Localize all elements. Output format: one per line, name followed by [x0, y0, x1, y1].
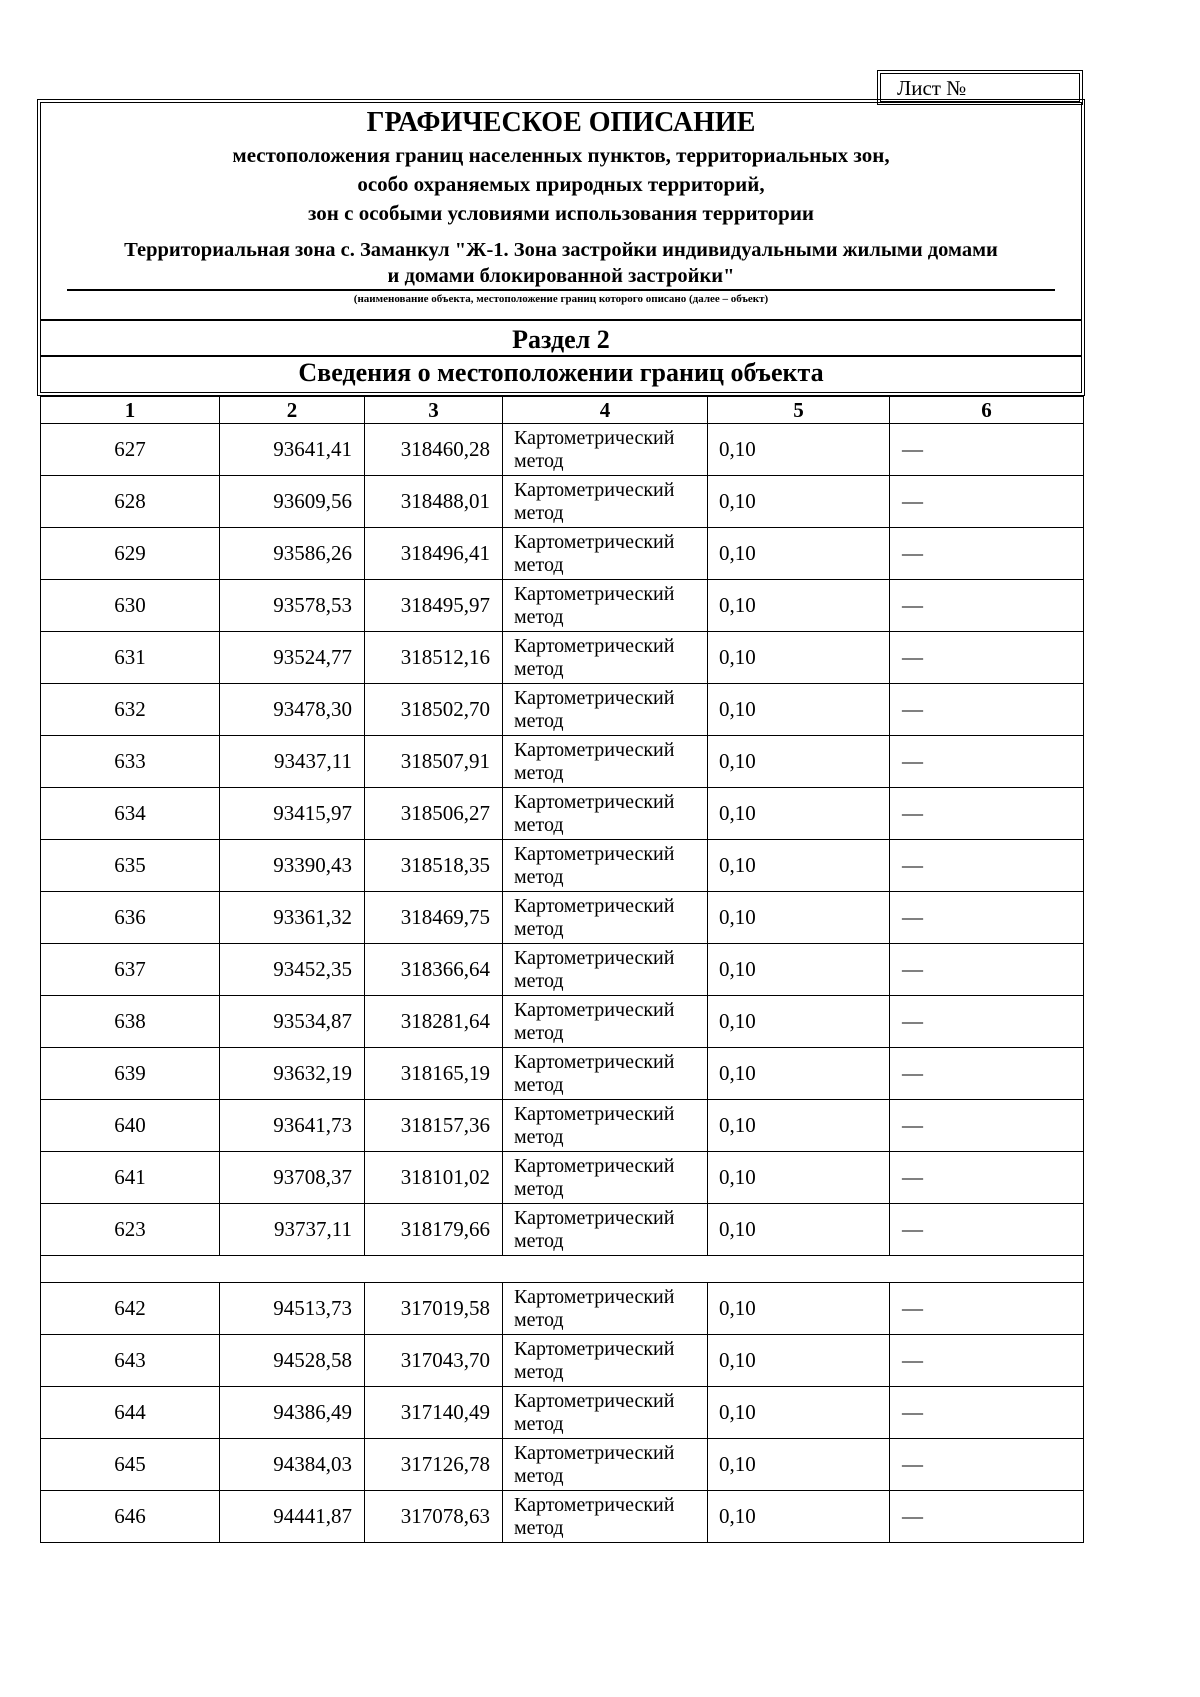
x-coordinate-cell: 94441,87	[220, 1491, 365, 1543]
table-row	[41, 632, 1084, 684]
note-cell: —	[890, 1204, 1084, 1256]
point-number-cell: 638	[41, 996, 220, 1048]
y-coordinate-cell: 317078,63	[365, 1491, 503, 1543]
method-cell: Картометрический метод	[503, 944, 708, 996]
x-coordinate-cell: 93578,53	[220, 580, 365, 632]
y-coordinate-cell: 318507,91	[365, 736, 503, 788]
point-number-cell: 636	[41, 892, 220, 944]
method-cell: Картометрический метод	[503, 788, 708, 840]
note-cell: —	[890, 1387, 1084, 1439]
zone-underline	[67, 289, 1055, 291]
method-cell: Картометрический метод	[503, 1100, 708, 1152]
x-coordinate-cell: 93437,11	[220, 736, 365, 788]
y-coordinate-cell: 318157,36	[365, 1100, 503, 1152]
x-coordinate-cell: 93478,30	[220, 684, 365, 736]
method-cell: Картометрический метод	[503, 1387, 708, 1439]
y-coordinate-cell: 318281,64	[365, 996, 503, 1048]
note-cell: —	[890, 788, 1084, 840]
method-cell: Картометрический метод	[503, 736, 708, 788]
accuracy-cell: 0,10	[708, 840, 890, 892]
table-gap-row	[41, 1256, 1084, 1283]
method-cell: Картометрический метод	[503, 528, 708, 580]
y-coordinate-cell: 318502,70	[365, 684, 503, 736]
point-number-cell: 634	[41, 788, 220, 840]
x-coordinate-cell: 94513,73	[220, 1283, 365, 1335]
point-number-cell: 631	[41, 632, 220, 684]
method-cell: Картометрический метод	[503, 684, 708, 736]
method-cell: Картометрический метод	[503, 1335, 708, 1387]
accuracy-cell: 0,10	[708, 528, 890, 580]
subtitle-line: особо охраняемых природных территорий,	[357, 172, 765, 196]
column-header: 5	[708, 397, 890, 424]
y-coordinate-cell: 317043,70	[365, 1335, 503, 1387]
point-number-cell: 643	[41, 1335, 220, 1387]
accuracy-cell: 0,10	[708, 424, 890, 476]
zone-caption: (наименование объекта, местоположение границ которого описано (далее – объект)	[353, 293, 769, 305]
table-row	[41, 476, 1084, 528]
table-row	[41, 1439, 1084, 1491]
method-cell: Картометрический метод	[503, 1152, 708, 1204]
x-coordinate-cell: 93632,19	[220, 1048, 365, 1100]
subtitle-line: зон с особыми условиями использования территории	[307, 201, 815, 225]
section-title: Раздел 2	[512, 325, 610, 354]
point-number-cell: 633	[41, 736, 220, 788]
table-body-part-2	[41, 1283, 1084, 1543]
accuracy-cell: 0,10	[708, 1100, 890, 1152]
x-coordinate-cell: 94386,49	[220, 1387, 365, 1439]
y-coordinate-cell: 317126,78	[365, 1439, 503, 1491]
document-title: ГРАФИЧЕСКОЕ ОПИСАНИЕ	[366, 107, 756, 138]
point-number-cell: 646	[41, 1491, 220, 1543]
document-subtitle	[41, 141, 1081, 228]
y-coordinate-cell: 318460,28	[365, 424, 503, 476]
note-cell: —	[890, 1048, 1084, 1100]
accuracy-cell: 0,10	[708, 788, 890, 840]
accuracy-cell: 0,10	[708, 1491, 890, 1543]
y-coordinate-cell: 317019,58	[365, 1283, 503, 1335]
sheet-number-label: Лист №	[897, 76, 967, 100]
table-row	[41, 1204, 1084, 1256]
accuracy-cell: 0,10	[708, 1204, 890, 1256]
x-coordinate-cell: 93708,37	[220, 1152, 365, 1204]
x-coordinate-cell: 94528,58	[220, 1335, 365, 1387]
accuracy-cell: 0,10	[708, 632, 890, 684]
accuracy-cell: 0,10	[708, 476, 890, 528]
note-cell: —	[890, 1100, 1084, 1152]
accuracy-cell: 0,10	[708, 736, 890, 788]
table-row	[41, 1283, 1084, 1335]
note-cell: —	[890, 996, 1084, 1048]
note-cell: —	[890, 528, 1084, 580]
accuracy-cell: 0,10	[708, 1152, 890, 1204]
table-row	[41, 424, 1084, 476]
method-cell: Картометрический метод	[503, 632, 708, 684]
point-number-cell: 637	[41, 944, 220, 996]
zone-name-line: Территориальная зона с. Заманкул "Ж-1. Зона застройки индивидуальными жилыми домами	[124, 239, 998, 261]
accuracy-cell: 0,10	[708, 580, 890, 632]
point-number-cell: 629	[41, 528, 220, 580]
table-row	[41, 996, 1084, 1048]
y-coordinate-cell: 318488,01	[365, 476, 503, 528]
y-coordinate-cell: 318366,64	[365, 944, 503, 996]
point-number-cell: 639	[41, 1048, 220, 1100]
x-coordinate-cell: 93641,73	[220, 1100, 365, 1152]
accuracy-cell: 0,10	[708, 944, 890, 996]
accuracy-cell: 0,10	[708, 1283, 890, 1335]
method-cell: Картометрический метод	[503, 996, 708, 1048]
point-number-cell: 632	[41, 684, 220, 736]
column-header: 1	[41, 397, 220, 424]
point-number-cell: 642	[41, 1283, 220, 1335]
y-coordinate-cell: 318512,16	[365, 632, 503, 684]
x-coordinate-cell: 93586,26	[220, 528, 365, 580]
note-cell: —	[890, 944, 1084, 996]
table-gap	[41, 1256, 1084, 1283]
x-coordinate-cell: 93415,97	[220, 788, 365, 840]
method-cell: Картометрический метод	[503, 476, 708, 528]
point-number-cell: 635	[41, 840, 220, 892]
x-coordinate-cell: 93737,11	[220, 1204, 365, 1256]
accuracy-cell: 0,10	[708, 996, 890, 1048]
title-block	[40, 102, 1082, 393]
gap-cell	[41, 1256, 1084, 1283]
x-coordinate-cell: 93609,56	[220, 476, 365, 528]
table-row	[41, 1335, 1084, 1387]
note-cell: —	[890, 1335, 1084, 1387]
note-cell: —	[890, 684, 1084, 736]
table-body-part-1	[41, 424, 1084, 1256]
table-header-row	[41, 397, 1084, 424]
x-coordinate-cell: 93452,35	[220, 944, 365, 996]
divider	[41, 355, 1081, 357]
table-row	[41, 580, 1084, 632]
note-cell: —	[890, 476, 1084, 528]
column-header: 2	[220, 397, 365, 424]
table-row	[41, 684, 1084, 736]
table-row	[41, 944, 1084, 996]
note-cell: —	[890, 580, 1084, 632]
subtitle-line: местоположения границ населенных пунктов, территориальных зон,	[232, 143, 890, 167]
column-header: 4	[503, 397, 708, 424]
y-coordinate-cell: 317140,49	[365, 1387, 503, 1439]
y-coordinate-cell: 318101,02	[365, 1152, 503, 1204]
note-cell: —	[890, 840, 1084, 892]
note-cell: —	[890, 424, 1084, 476]
accuracy-cell: 0,10	[708, 1335, 890, 1387]
method-cell: Картометрический метод	[503, 1204, 708, 1256]
accuracy-cell: 0,10	[708, 892, 890, 944]
note-cell: —	[890, 632, 1084, 684]
y-coordinate-cell: 318495,97	[365, 580, 503, 632]
method-cell: Картометрический метод	[503, 1048, 708, 1100]
table-row	[41, 1152, 1084, 1204]
note-cell: —	[890, 1152, 1084, 1204]
column-header: 3	[365, 397, 503, 424]
method-cell: Картометрический метод	[503, 1283, 708, 1335]
table-row	[41, 1100, 1084, 1152]
method-cell: Картометрический метод	[503, 580, 708, 632]
table-row	[41, 528, 1084, 580]
note-cell: —	[890, 892, 1084, 944]
note-cell: —	[890, 736, 1084, 788]
point-number-cell: 628	[41, 476, 220, 528]
x-coordinate-cell: 93534,87	[220, 996, 365, 1048]
point-number-cell: 644	[41, 1387, 220, 1439]
point-number-cell: 623	[41, 1204, 220, 1256]
x-coordinate-cell: 94384,03	[220, 1439, 365, 1491]
zone-name-line: и домами блокированной застройки"	[387, 265, 735, 287]
accuracy-cell: 0,10	[708, 1048, 890, 1100]
table-row	[41, 892, 1084, 944]
point-number-cell: 645	[41, 1439, 220, 1491]
method-cell: Картометрический метод	[503, 424, 708, 476]
table-row	[41, 788, 1084, 840]
y-coordinate-cell: 318469,75	[365, 892, 503, 944]
point-number-cell: 641	[41, 1152, 220, 1204]
method-cell: Картометрический метод	[503, 892, 708, 944]
y-coordinate-cell: 318496,41	[365, 528, 503, 580]
note-cell: —	[890, 1491, 1084, 1543]
accuracy-cell: 0,10	[708, 684, 890, 736]
x-coordinate-cell: 93641,41	[220, 424, 365, 476]
sheet-number-box	[880, 73, 1080, 102]
x-coordinate-cell: 93361,32	[220, 892, 365, 944]
y-coordinate-cell: 318506,27	[365, 788, 503, 840]
table-row	[41, 840, 1084, 892]
point-number-cell: 630	[41, 580, 220, 632]
section-subtitle: Сведения о местоположении границ объекта	[298, 358, 824, 387]
table-row	[41, 1048, 1084, 1100]
y-coordinate-cell: 318518,35	[365, 840, 503, 892]
x-coordinate-cell: 93390,43	[220, 840, 365, 892]
table-row	[41, 736, 1084, 788]
point-number-cell: 640	[41, 1100, 220, 1152]
method-cell: Картометрический метод	[503, 1439, 708, 1491]
divider	[41, 319, 1081, 321]
table-row	[41, 1491, 1084, 1543]
y-coordinate-cell: 318179,66	[365, 1204, 503, 1256]
zone-name	[41, 237, 1081, 289]
table-row	[41, 1387, 1084, 1439]
accuracy-cell: 0,10	[708, 1387, 890, 1439]
method-cell: Картометрический метод	[503, 1491, 708, 1543]
note-cell: —	[890, 1439, 1084, 1491]
y-coordinate-cell: 318165,19	[365, 1048, 503, 1100]
accuracy-cell: 0,10	[708, 1439, 890, 1491]
point-number-cell: 627	[41, 424, 220, 476]
x-coordinate-cell: 93524,77	[220, 632, 365, 684]
note-cell: —	[890, 1283, 1084, 1335]
method-cell: Картометрический метод	[503, 840, 708, 892]
column-header: 6	[890, 397, 1084, 424]
boundary-points-table	[40, 396, 1084, 1543]
